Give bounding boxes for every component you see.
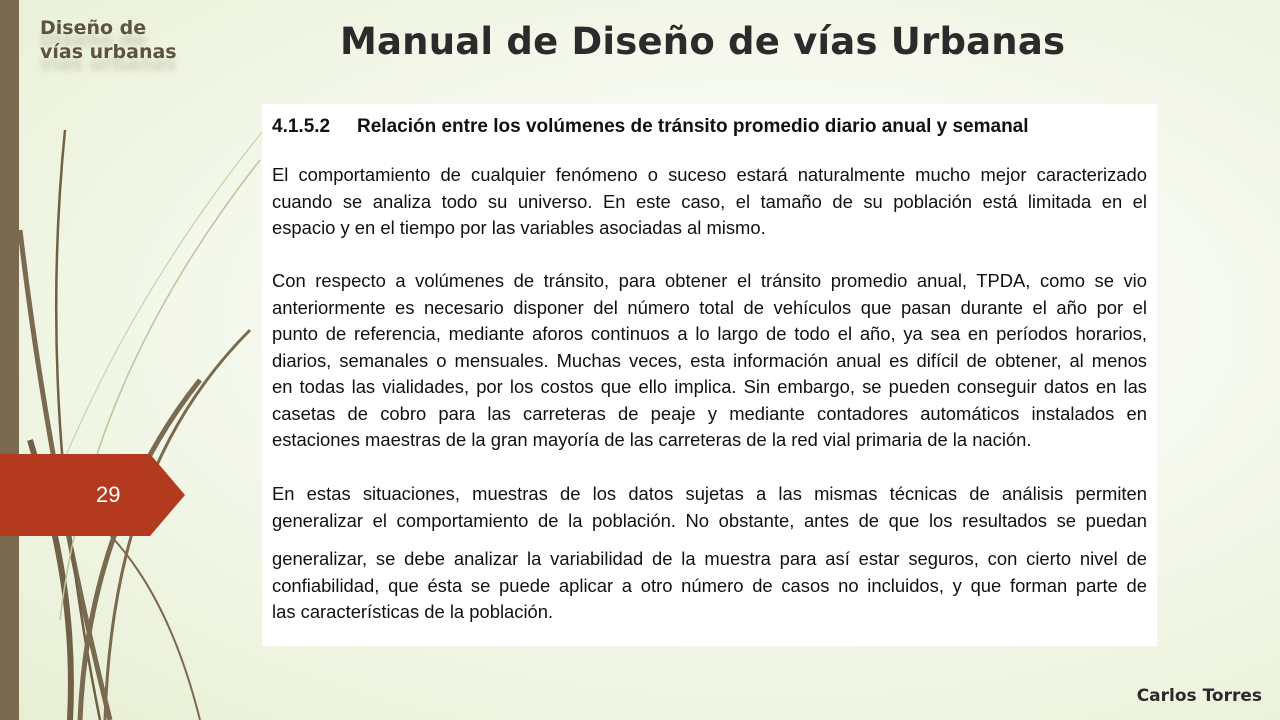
corner-title bbox=[40, 16, 177, 64]
section-title: Relación entre los volúmenes de tránsito promedio diario anual y semanal bbox=[357, 116, 1029, 137]
paragraph-3 bbox=[272, 481, 1147, 534]
document-excerpt bbox=[262, 104, 1157, 646]
paragraph-line: El comportamiento de cualquier fenómeno o suceso estará naturalmente mucho mejor caracterizado bbox=[272, 164, 1147, 185]
paragraph-line: Con respecto a volúmenes de tránsito, para obtener el tránsito promedio anual, TPDA, como se vio bbox=[272, 270, 1147, 291]
paragraph-line: casetas de cobro para las carreteras de peaje y mediante contadores automáticos instalados en bbox=[272, 402, 1147, 424]
corner-title-line2: vías urbanas bbox=[40, 41, 177, 63]
paragraph-line: generalizar el comportamiento de la población. No obstante, antes de que los resultados se puedan bbox=[272, 509, 1147, 531]
paragraph-2 bbox=[272, 268, 1147, 454]
slide-title: Manual de Diseño de vías Urbanas bbox=[340, 20, 1066, 63]
paragraph-line: las características de la población. bbox=[272, 601, 554, 622]
paragraph-line: cuando se analiza todo su universo. En este caso, el tamaño de su población está limitada en el bbox=[272, 190, 1147, 212]
paragraph-line: diarios, semanales o mensuales. Muchas veces, esta información anual es difícil de obtener, al menos bbox=[272, 349, 1147, 371]
author-name: Carlos Torres bbox=[1136, 686, 1262, 706]
section-heading bbox=[272, 116, 1029, 138]
paragraph-line: estaciones maestras de la gran mayoría de las carreteras de la red vial primaria de la nación. bbox=[272, 429, 1032, 450]
page-number-tab bbox=[0, 454, 185, 536]
paragraph-4 bbox=[272, 546, 1147, 626]
paragraph-line: En estas situaciones, muestras de los datos sujetas a las mismas técnicas de análisis permiten bbox=[272, 483, 1147, 504]
paragraph-line: en todas las vialidades, por los costos que ello implica. Sin embargo, se pueden conseguir datos en las bbox=[272, 376, 1147, 397]
page-number: 29 bbox=[96, 482, 121, 507]
paragraph-line: anteriormente es necesario disponer del número total de vehículos que pasan durante el año por el bbox=[272, 296, 1147, 318]
paragraph-line: punto de referencia, mediante aforos continuos a lo largo de todo el año, ya sea en períodos horarios, bbox=[272, 323, 1147, 344]
corner-title-line1: Diseño de bbox=[40, 17, 147, 39]
paragraph-1 bbox=[272, 162, 1147, 242]
page-tab-shape bbox=[0, 454, 185, 536]
paragraph-line: generalizar, se debe analizar la variabilidad de la muestra para así estar seguros, con cierto nivel de bbox=[272, 548, 1147, 569]
paragraph-line: espacio y en el tiempo por las variables asociadas al mismo. bbox=[272, 217, 766, 238]
paragraph-line: confiabilidad, que ésta se puede aplicar a otro número de casos no incluidos, y que forman parte de bbox=[272, 574, 1147, 596]
section-number: 4.1.5.2 bbox=[272, 116, 331, 137]
